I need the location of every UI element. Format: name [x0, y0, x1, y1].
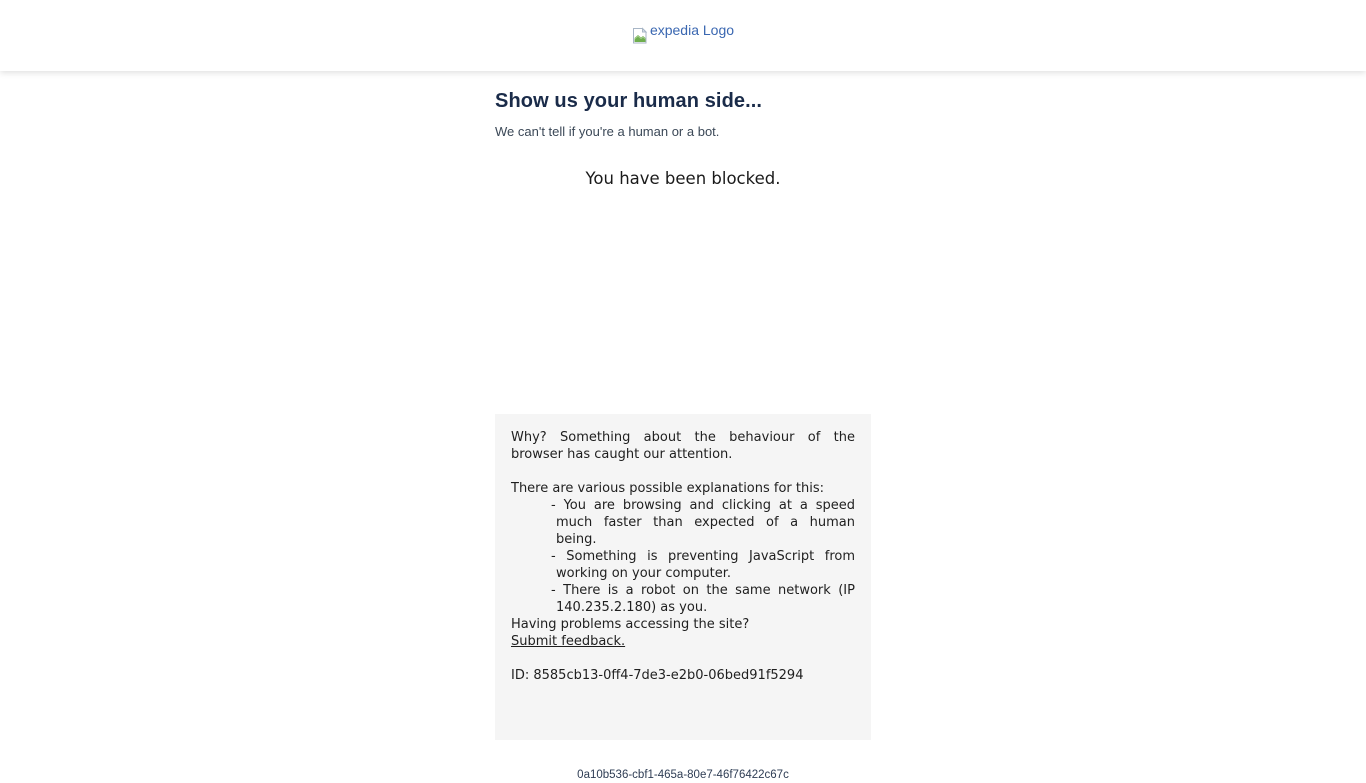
submit-feedback-link[interactable]: Submit feedback. [511, 634, 626, 649]
list-item: - Something is preventing JavaScript from working on your computer. [551, 549, 855, 581]
page-title: Show us your human side... [495, 90, 763, 112]
main-content [495, 91, 871, 783]
list-item: - There is a robot on the same network (IP 140.235.2.180) as you. [551, 583, 855, 615]
why-text: Why? Something about the behaviour of the browser has caught our attention. [511, 430, 855, 462]
logo-alt-text: expedia Logo [649, 22, 735, 38]
having-problems-text: Having problems accessing the site? [511, 617, 750, 632]
logo-alt-clip [649, 22, 735, 40]
footer-reference-id: 0a10b536-cbf1-465a-80e7-46f76422c67c [577, 769, 789, 781]
incident-id: ID: 8585cb13-0ff4-7de3-e2b0-06bed91f5294 [511, 668, 804, 683]
blocked-message: You have been blocked. [585, 169, 781, 188]
logo-link[interactable] [632, 22, 735, 45]
broken-image-icon [632, 27, 648, 45]
page-subtitle: We can't tell if you're a human or a bot. [495, 124, 720, 139]
reasons-list [551, 497, 855, 616]
block-reason-panel [495, 414, 871, 740]
page-header [0, 0, 1366, 71]
list-item: - You are browsing and clicking at a speed much faster than expected of a human being. [551, 498, 855, 547]
explanations-intro: There are various possible explanations for this: [511, 481, 825, 496]
